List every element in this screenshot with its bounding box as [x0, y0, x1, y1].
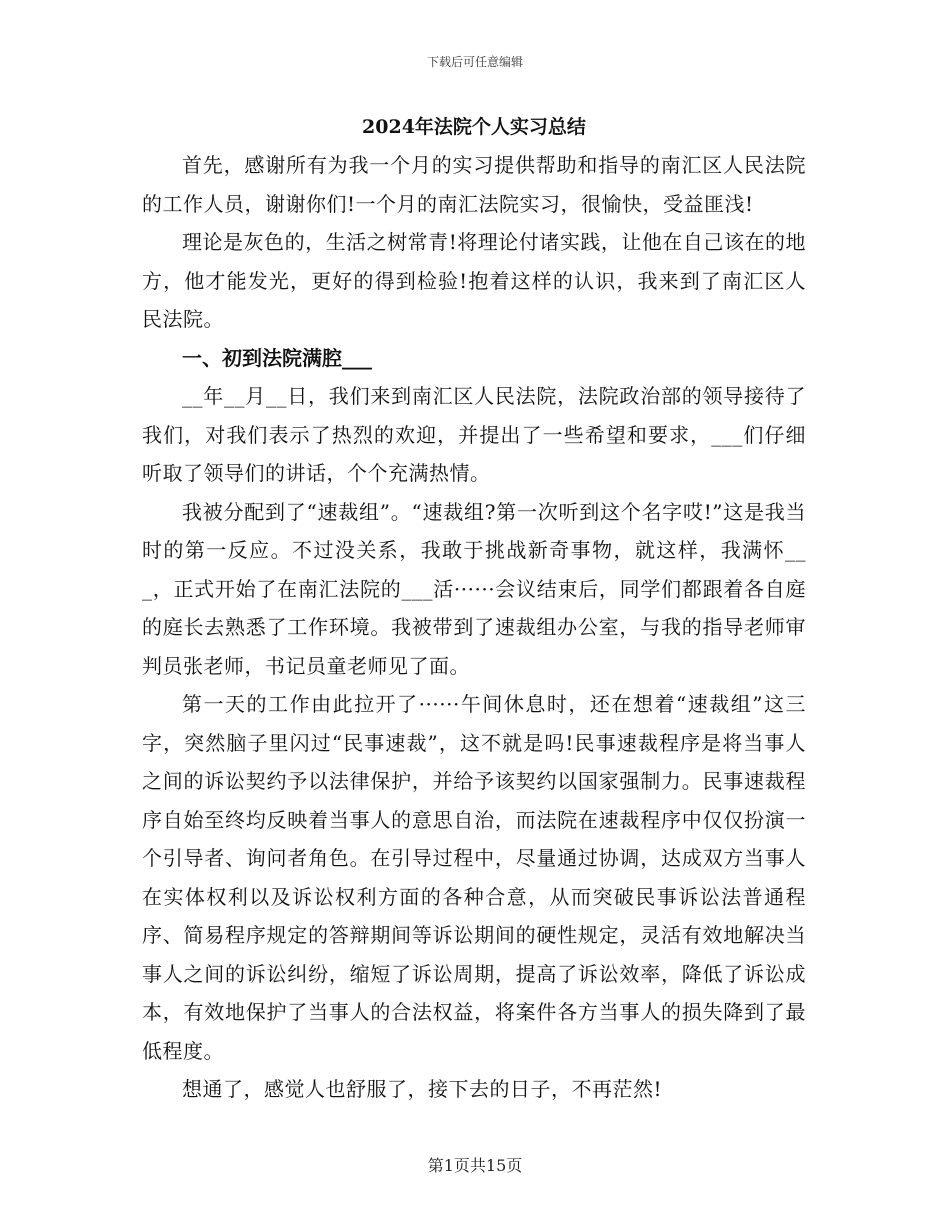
- paragraph-thanks: 首先，感谢所有为我一个月的实习提供帮助和指导的南汇区人民法院的工作人员，谢谢你们!一个月的南汇法院实习，很愉快，受益匪浅!: [142, 153, 806, 216]
- paragraph-assignment: 我被分配到了“速裁组”。“速裁组?第一次听到这个名字哎!”这是我当时的第一反应。不过没关系，我敢于挑战新奇事物，就这样，我满怀___，正式开始了在南汇法院的___活······会议结束后，同学们都跟着各自庭的庭长去熟悉了工作环境。我被带到了速裁组办公室，与我的指导老师审判员张老师，书记员童老师见了面。: [142, 499, 806, 678]
- paragraph-conclusion: 想通了，感觉人也舒服了，接下去的日子，不再茫然!: [182, 1077, 663, 1101]
- document-title: 2024年法院个人实习总结: [362, 116, 586, 138]
- paragraph-arrival: __年__月__日，我们来到南汇区人民法院，法院政治部的领导接待了我们，对我们表示了热烈的欢迎，并提出了一些希望和要求，___们仔细听取了领导们的讲话，个个充满热情。: [142, 384, 806, 485]
- paragraph-first-day: 第一天的工作由此拉开了······午间休息时，还在想着“速裁组”这三字，突然脑子里闪过“民事速裁”，这不就是吗!民事速裁程序是将当事人之间的诉讼契约予以法律保护，并给予该契约以国家强制力。民事速裁程序自始至终均反映着当事人的意思自治，而法院在速裁程序中仅仅扮演一个引导者、询问者角色。在引导过程中，尽量通过协调，达成双方当事人在实体权利以及诉讼权利方面的各种合意，从而突破民事诉讼法普通程序、简易程序规定的答辩期间等诉讼期间的硬性规定，灵活有效地解决当事人之间的诉讼纠纷，缩短了诉讼周期，提高了诉讼效率，降低了诉讼成本，有效地保护了当事人的合法权益，将案件各方当事人的损失降到了最低程度。: [142, 692, 806, 1063]
- header-note: 下载后可任意编辑: [426, 55, 523, 69]
- paragraph-theory: 理论是灰色的，生活之树常青!将理论付诸实践，让他在自己该在的地方，他才能发光，更好的得到检验!抱着这样的认识，我来到了南汇区人民法院。: [142, 230, 806, 331]
- page-number: 第1页共15页: [427, 1156, 523, 1175]
- document-body: [142, 112, 806, 1109]
- section-heading-arrival: 一、初到法院满腔___: [182, 345, 372, 370]
